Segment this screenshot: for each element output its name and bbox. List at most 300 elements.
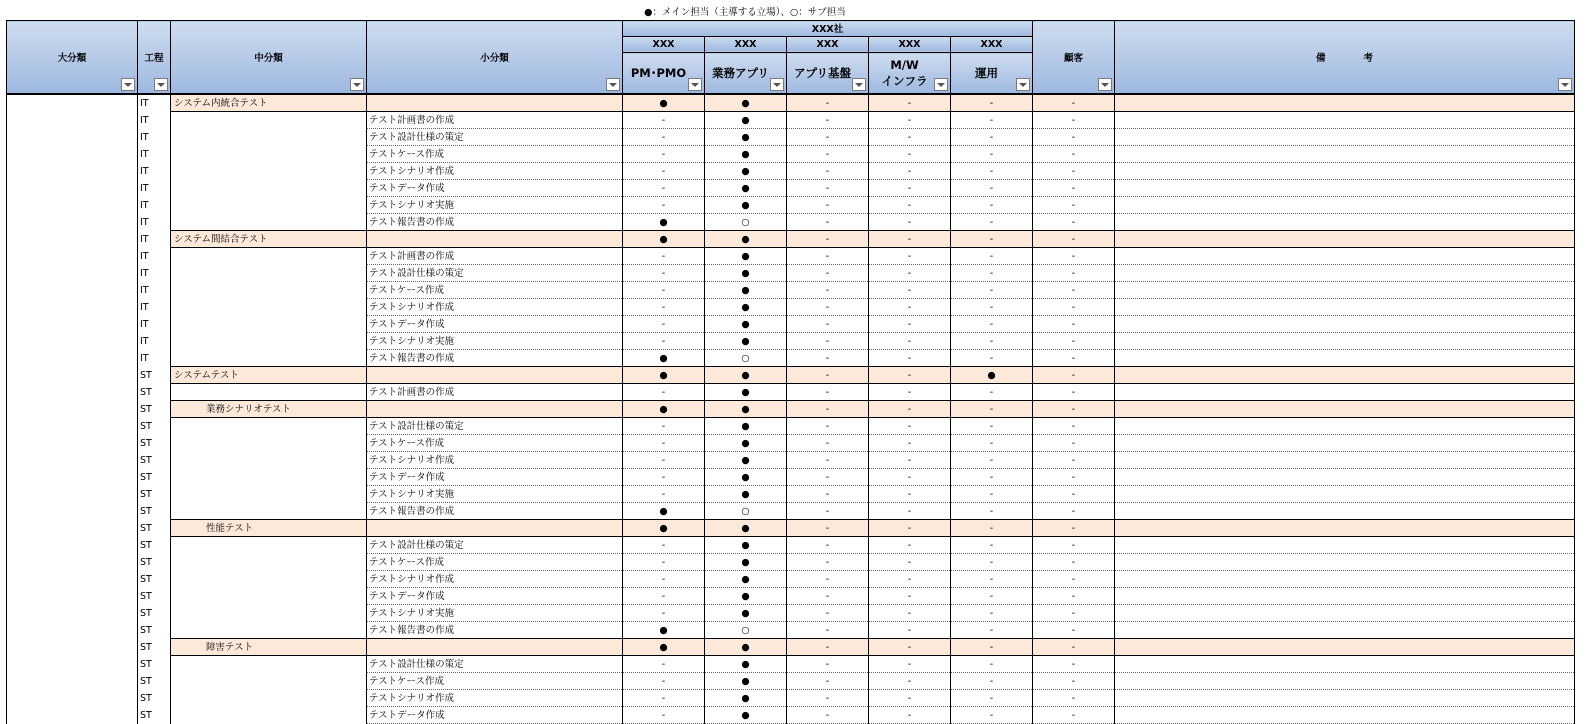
assignment-cell[interactable]: - <box>951 163 1033 180</box>
mid-category-cell[interactable] <box>171 673 367 690</box>
assignment-cell[interactable]: ● <box>705 384 787 401</box>
big-category-cell[interactable] <box>7 367 138 384</box>
big-category-cell[interactable] <box>7 282 138 299</box>
assignment-cell[interactable]: - <box>623 197 705 214</box>
assignment-cell[interactable]: - <box>869 180 951 197</box>
small-category-cell[interactable]: テストデータ作成 <box>367 180 623 197</box>
note-cell[interactable] <box>1115 350 1575 367</box>
customer-cell[interactable]: - <box>1033 690 1115 707</box>
phase-cell[interactable]: ST <box>138 588 171 605</box>
customer-cell[interactable]: - <box>1033 333 1115 350</box>
mid-category-cell[interactable]: 性能テスト <box>171 520 367 537</box>
mid-category-cell[interactable] <box>171 282 367 299</box>
assignment-cell[interactable]: - <box>869 316 951 333</box>
assignment-cell[interactable]: - <box>951 384 1033 401</box>
mid-category-cell[interactable] <box>171 537 367 554</box>
assignment-cell[interactable]: - <box>623 112 705 129</box>
assignment-cell[interactable]: - <box>869 112 951 129</box>
filter-dropdown-button[interactable] <box>121 78 135 91</box>
customer-cell[interactable]: - <box>1033 571 1115 588</box>
assignment-cell[interactable]: - <box>869 333 951 350</box>
assignment-cell[interactable]: - <box>869 214 951 231</box>
phase-cell[interactable]: IT <box>138 299 171 316</box>
assignment-cell[interactable]: - <box>623 554 705 571</box>
customer-cell[interactable]: - <box>1033 214 1115 231</box>
note-cell[interactable] <box>1115 112 1575 129</box>
customer-cell[interactable]: - <box>1033 350 1115 367</box>
small-category-cell[interactable]: テストシナリオ実施 <box>367 197 623 214</box>
assignment-cell[interactable]: ● <box>705 316 787 333</box>
mid-category-cell[interactable] <box>171 197 367 214</box>
assignment-cell[interactable]: - <box>787 673 869 690</box>
phase-cell[interactable]: IT <box>138 112 171 129</box>
assignment-cell[interactable]: - <box>951 537 1033 554</box>
mid-category-cell[interactable] <box>171 316 367 333</box>
note-cell[interactable] <box>1115 94 1575 112</box>
mid-category-cell[interactable]: システムテスト <box>171 367 367 384</box>
assignment-cell[interactable]: - <box>787 418 869 435</box>
assignment-cell[interactable]: ● <box>705 520 787 537</box>
small-category-cell[interactable]: テストデータ作成 <box>367 316 623 333</box>
assignment-cell[interactable]: - <box>869 248 951 265</box>
assignment-cell[interactable]: - <box>869 673 951 690</box>
assignment-cell[interactable]: ● <box>705 435 787 452</box>
assignment-cell[interactable]: ● <box>623 231 705 248</box>
mid-category-cell[interactable]: システム内統合テスト <box>171 94 367 112</box>
assignment-cell[interactable]: - <box>623 163 705 180</box>
assignment-cell[interactable]: - <box>623 435 705 452</box>
big-category-cell[interactable] <box>7 537 138 554</box>
assignment-cell[interactable]: - <box>869 520 951 537</box>
customer-cell[interactable]: - <box>1033 486 1115 503</box>
assignment-cell[interactable]: - <box>951 520 1033 537</box>
small-category-cell[interactable]: テストシナリオ作成 <box>367 690 623 707</box>
big-category-cell[interactable] <box>7 418 138 435</box>
assignment-cell[interactable]: - <box>869 129 951 146</box>
filter-dropdown-button[interactable] <box>1016 78 1030 91</box>
note-cell[interactable] <box>1115 401 1575 418</box>
customer-cell[interactable]: - <box>1033 146 1115 163</box>
assignment-cell[interactable]: - <box>623 265 705 282</box>
note-cell[interactable] <box>1115 197 1575 214</box>
customer-cell[interactable]: - <box>1033 452 1115 469</box>
mid-category-cell[interactable] <box>171 333 367 350</box>
assignment-cell[interactable]: - <box>787 435 869 452</box>
note-cell[interactable] <box>1115 146 1575 163</box>
phase-cell[interactable]: IT <box>138 248 171 265</box>
note-cell[interactable] <box>1115 639 1575 656</box>
assignment-cell[interactable]: ● <box>951 367 1033 384</box>
assignment-cell[interactable]: - <box>787 282 869 299</box>
assignment-cell[interactable]: - <box>869 435 951 452</box>
assignment-cell[interactable]: - <box>869 605 951 622</box>
assignment-cell[interactable]: - <box>623 588 705 605</box>
assignment-cell[interactable]: - <box>951 248 1033 265</box>
assignment-cell[interactable]: - <box>951 112 1033 129</box>
small-category-cell[interactable]: テストデータ作成 <box>367 469 623 486</box>
small-category-cell[interactable]: テストシナリオ実施 <box>367 605 623 622</box>
assignment-cell[interactable]: ● <box>705 588 787 605</box>
phase-cell[interactable]: ST <box>138 384 171 401</box>
mid-category-cell[interactable] <box>171 163 367 180</box>
small-category-cell[interactable]: テストケース作成 <box>367 554 623 571</box>
customer-cell[interactable]: - <box>1033 316 1115 333</box>
assignment-cell[interactable]: - <box>623 248 705 265</box>
assignment-cell[interactable]: ● <box>623 367 705 384</box>
note-cell[interactable] <box>1115 418 1575 435</box>
assignment-cell[interactable]: - <box>951 673 1033 690</box>
assignment-cell[interactable]: - <box>869 146 951 163</box>
assignment-cell[interactable]: - <box>951 554 1033 571</box>
assignment-cell[interactable]: - <box>623 571 705 588</box>
note-cell[interactable] <box>1115 673 1575 690</box>
assignment-cell[interactable]: - <box>787 571 869 588</box>
phase-cell[interactable]: IT <box>138 282 171 299</box>
customer-cell[interactable]: - <box>1033 401 1115 418</box>
assignment-cell[interactable]: - <box>951 656 1033 673</box>
small-category-cell[interactable]: テスト計画書の作成 <box>367 112 623 129</box>
assignment-cell[interactable]: - <box>951 350 1033 367</box>
assignment-cell[interactable]: ○ <box>705 622 787 639</box>
note-cell[interactable] <box>1115 435 1575 452</box>
assignment-cell[interactable]: - <box>951 231 1033 248</box>
customer-cell[interactable]: - <box>1033 656 1115 673</box>
big-category-cell[interactable] <box>7 163 138 180</box>
assignment-cell[interactable]: - <box>869 350 951 367</box>
assignment-cell[interactable]: - <box>869 418 951 435</box>
phase-cell[interactable]: IT <box>138 316 171 333</box>
phase-cell[interactable]: ST <box>138 690 171 707</box>
assignment-cell[interactable]: - <box>787 486 869 503</box>
assignment-cell[interactable]: - <box>951 418 1033 435</box>
mid-category-cell[interactable] <box>171 112 367 129</box>
customer-cell[interactable]: - <box>1033 231 1115 248</box>
assignment-cell[interactable]: ● <box>705 163 787 180</box>
note-cell[interactable] <box>1115 622 1575 639</box>
assignment-cell[interactable]: - <box>787 622 869 639</box>
assignment-cell[interactable]: ● <box>705 112 787 129</box>
filter-dropdown-button[interactable] <box>606 78 620 91</box>
assignment-cell[interactable]: - <box>623 180 705 197</box>
note-cell[interactable] <box>1115 690 1575 707</box>
filter-dropdown-button[interactable] <box>934 78 948 91</box>
customer-cell[interactable]: - <box>1033 282 1115 299</box>
small-category-cell[interactable]: テスト計画書の作成 <box>367 248 623 265</box>
filter-dropdown-button[interactable] <box>688 78 702 91</box>
customer-cell[interactable]: - <box>1033 673 1115 690</box>
assignment-cell[interactable]: - <box>869 231 951 248</box>
small-category-cell[interactable] <box>367 401 623 418</box>
assignment-cell[interactable]: - <box>869 503 951 520</box>
assignment-cell[interactable]: - <box>787 520 869 537</box>
note-cell[interactable] <box>1115 554 1575 571</box>
big-category-cell[interactable] <box>7 435 138 452</box>
assignment-cell[interactable]: - <box>869 197 951 214</box>
assignment-cell[interactable]: - <box>787 299 869 316</box>
big-category-cell[interactable] <box>7 605 138 622</box>
phase-cell[interactable]: ST <box>138 452 171 469</box>
assignment-cell[interactable]: - <box>787 112 869 129</box>
assignment-cell[interactable]: ● <box>705 707 787 724</box>
assignment-cell[interactable]: - <box>951 129 1033 146</box>
big-category-cell[interactable] <box>7 503 138 520</box>
mid-category-cell[interactable] <box>171 350 367 367</box>
big-category-cell[interactable] <box>7 146 138 163</box>
assignment-cell[interactable]: - <box>869 299 951 316</box>
phase-cell[interactable]: IT <box>138 129 171 146</box>
customer-cell[interactable]: - <box>1033 384 1115 401</box>
assignment-cell[interactable]: - <box>623 129 705 146</box>
mid-category-cell[interactable] <box>171 486 367 503</box>
small-category-cell[interactable]: テストケース作成 <box>367 146 623 163</box>
assignment-cell[interactable]: - <box>869 265 951 282</box>
assignment-cell[interactable]: - <box>951 299 1033 316</box>
mid-category-cell[interactable] <box>171 452 367 469</box>
assignment-cell[interactable]: - <box>951 639 1033 656</box>
big-category-cell[interactable] <box>7 180 138 197</box>
assignment-cell[interactable]: - <box>787 605 869 622</box>
small-category-cell[interactable] <box>367 94 623 112</box>
assignment-cell[interactable]: ● <box>705 248 787 265</box>
assignment-cell[interactable]: - <box>787 656 869 673</box>
assignment-cell[interactable]: ● <box>705 94 787 112</box>
small-category-cell[interactable]: テストケース作成 <box>367 435 623 452</box>
note-cell[interactable] <box>1115 605 1575 622</box>
phase-cell[interactable]: ST <box>138 469 171 486</box>
assignment-cell[interactable]: - <box>869 690 951 707</box>
assignment-cell[interactable]: - <box>951 503 1033 520</box>
assignment-cell[interactable]: ● <box>705 282 787 299</box>
small-category-cell[interactable]: テスト設計仕様の策定 <box>367 265 623 282</box>
assignment-cell[interactable]: - <box>951 333 1033 350</box>
customer-cell[interactable]: - <box>1033 163 1115 180</box>
customer-cell[interactable]: - <box>1033 520 1115 537</box>
phase-cell[interactable]: ST <box>138 571 171 588</box>
assignment-cell[interactable]: - <box>623 656 705 673</box>
assignment-cell[interactable]: - <box>623 707 705 724</box>
assignment-cell[interactable]: - <box>869 94 951 112</box>
phase-cell[interactable]: IT <box>138 350 171 367</box>
big-category-cell[interactable] <box>7 384 138 401</box>
mid-category-cell[interactable] <box>171 571 367 588</box>
small-category-cell[interactable]: テスト設計仕様の策定 <box>367 537 623 554</box>
big-category-cell[interactable] <box>7 129 138 146</box>
customer-cell[interactable]: - <box>1033 435 1115 452</box>
phase-cell[interactable]: ST <box>138 435 171 452</box>
phase-cell[interactable]: ST <box>138 486 171 503</box>
note-cell[interactable] <box>1115 265 1575 282</box>
assignment-cell[interactable]: - <box>787 231 869 248</box>
big-category-cell[interactable] <box>7 571 138 588</box>
note-cell[interactable] <box>1115 248 1575 265</box>
assignment-cell[interactable]: ● <box>705 673 787 690</box>
note-cell[interactable] <box>1115 282 1575 299</box>
assignment-cell[interactable]: ● <box>705 605 787 622</box>
mid-category-cell[interactable]: 業務シナリオテスト <box>171 401 367 418</box>
assignment-cell[interactable]: - <box>787 180 869 197</box>
assignment-cell[interactable]: - <box>869 571 951 588</box>
filter-dropdown-button[interactable] <box>852 78 866 91</box>
assignment-cell[interactable]: - <box>951 469 1033 486</box>
note-cell[interactable] <box>1115 180 1575 197</box>
note-cell[interactable] <box>1115 469 1575 486</box>
note-cell[interactable] <box>1115 656 1575 673</box>
note-cell[interactable] <box>1115 571 1575 588</box>
assignment-cell[interactable]: - <box>951 401 1033 418</box>
big-category-cell[interactable] <box>7 452 138 469</box>
assignment-cell[interactable]: - <box>623 605 705 622</box>
note-cell[interactable] <box>1115 163 1575 180</box>
big-category-cell[interactable] <box>7 350 138 367</box>
small-category-cell[interactable]: テストデータ作成 <box>367 588 623 605</box>
assignment-cell[interactable]: ○ <box>705 503 787 520</box>
assignment-cell[interactable]: - <box>623 316 705 333</box>
assignment-cell[interactable]: - <box>787 588 869 605</box>
assignment-cell[interactable]: ● <box>705 571 787 588</box>
assignment-cell[interactable]: - <box>951 197 1033 214</box>
filter-dropdown-button[interactable] <box>770 78 784 91</box>
assignment-cell[interactable]: - <box>623 146 705 163</box>
mid-category-cell[interactable] <box>171 129 367 146</box>
assignment-cell[interactable]: - <box>869 554 951 571</box>
assignment-cell[interactable]: - <box>623 299 705 316</box>
assignment-cell[interactable]: ● <box>623 622 705 639</box>
assignment-cell[interactable]: - <box>787 94 869 112</box>
phase-cell[interactable]: IT <box>138 197 171 214</box>
phase-cell[interactable]: ST <box>138 622 171 639</box>
assignment-cell[interactable]: - <box>951 316 1033 333</box>
note-cell[interactable] <box>1115 537 1575 554</box>
assignment-cell[interactable]: ● <box>623 401 705 418</box>
customer-cell[interactable]: - <box>1033 639 1115 656</box>
assignment-cell[interactable]: - <box>623 469 705 486</box>
assignment-cell[interactable]: ● <box>623 350 705 367</box>
assignment-cell[interactable]: - <box>869 486 951 503</box>
small-category-cell[interactable]: テスト計画書の作成 <box>367 384 623 401</box>
assignment-cell[interactable]: - <box>787 639 869 656</box>
assignment-cell[interactable]: ● <box>705 418 787 435</box>
assignment-cell[interactable]: - <box>787 316 869 333</box>
assignment-cell[interactable]: - <box>951 707 1033 724</box>
mid-category-cell[interactable] <box>171 265 367 282</box>
assignment-cell[interactable]: - <box>623 673 705 690</box>
big-category-cell[interactable] <box>7 707 138 724</box>
assignment-cell[interactable]: - <box>787 248 869 265</box>
assignment-cell[interactable]: ● <box>705 333 787 350</box>
big-category-cell[interactable] <box>7 554 138 571</box>
assignment-cell[interactable]: - <box>787 350 869 367</box>
assignment-cell[interactable]: ● <box>705 299 787 316</box>
customer-cell[interactable]: - <box>1033 299 1115 316</box>
customer-cell[interactable]: - <box>1033 707 1115 724</box>
mid-category-cell[interactable] <box>171 435 367 452</box>
big-category-cell[interactable] <box>7 333 138 350</box>
mid-category-cell[interactable] <box>171 554 367 571</box>
customer-cell[interactable]: - <box>1033 622 1115 639</box>
assignment-cell[interactable]: - <box>951 94 1033 112</box>
phase-cell[interactable]: IT <box>138 333 171 350</box>
assignment-cell[interactable]: - <box>869 707 951 724</box>
phase-cell[interactable]: ST <box>138 418 171 435</box>
assignment-cell[interactable]: - <box>623 282 705 299</box>
note-cell[interactable] <box>1115 486 1575 503</box>
assignment-cell[interactable]: ● <box>623 503 705 520</box>
big-category-cell[interactable] <box>7 588 138 605</box>
big-category-cell[interactable] <box>7 299 138 316</box>
mid-category-cell[interactable] <box>171 180 367 197</box>
small-category-cell[interactable]: テストシナリオ実施 <box>367 486 623 503</box>
big-category-cell[interactable] <box>7 316 138 333</box>
phase-cell[interactable]: ST <box>138 401 171 418</box>
assignment-cell[interactable]: ● <box>623 94 705 112</box>
big-category-cell[interactable] <box>7 214 138 231</box>
small-category-cell[interactable]: テストシナリオ作成 <box>367 571 623 588</box>
note-cell[interactable] <box>1115 384 1575 401</box>
note-cell[interactable] <box>1115 520 1575 537</box>
big-category-cell[interactable] <box>7 639 138 656</box>
mid-category-cell[interactable] <box>171 605 367 622</box>
big-category-cell[interactable] <box>7 265 138 282</box>
phase-cell[interactable]: ST <box>138 554 171 571</box>
assignment-cell[interactable]: - <box>951 265 1033 282</box>
assignment-cell[interactable]: - <box>951 486 1033 503</box>
note-cell[interactable] <box>1115 452 1575 469</box>
assignment-cell[interactable]: - <box>951 690 1033 707</box>
assignment-cell[interactable]: - <box>787 554 869 571</box>
note-cell[interactable] <box>1115 299 1575 316</box>
assignment-cell[interactable]: ● <box>705 656 787 673</box>
assignment-cell[interactable]: - <box>787 690 869 707</box>
small-category-cell[interactable]: テストデータ作成 <box>367 707 623 724</box>
assignment-cell[interactable]: ● <box>705 469 787 486</box>
phase-cell[interactable]: IT <box>138 94 171 112</box>
assignment-cell[interactable]: - <box>951 452 1033 469</box>
mid-category-cell[interactable] <box>171 469 367 486</box>
small-category-cell[interactable]: テスト報告書の作成 <box>367 214 623 231</box>
phase-cell[interactable]: ST <box>138 656 171 673</box>
customer-cell[interactable]: - <box>1033 197 1115 214</box>
customer-cell[interactable]: - <box>1033 503 1115 520</box>
assignment-cell[interactable]: - <box>869 537 951 554</box>
phase-cell[interactable]: ST <box>138 503 171 520</box>
small-category-cell[interactable]: テストケース作成 <box>367 673 623 690</box>
assignment-cell[interactable]: - <box>951 605 1033 622</box>
assignment-cell[interactable]: - <box>623 690 705 707</box>
note-cell[interactable] <box>1115 214 1575 231</box>
customer-cell[interactable]: - <box>1033 537 1115 554</box>
small-category-cell[interactable]: テスト設計仕様の策定 <box>367 656 623 673</box>
customer-cell[interactable]: - <box>1033 112 1115 129</box>
assignment-cell[interactable]: - <box>869 622 951 639</box>
customer-cell[interactable]: - <box>1033 605 1115 622</box>
filter-dropdown-button[interactable] <box>1558 78 1572 91</box>
phase-cell[interactable]: ST <box>138 605 171 622</box>
mid-category-cell[interactable] <box>171 690 367 707</box>
assignment-cell[interactable]: ● <box>705 639 787 656</box>
assignment-cell[interactable]: - <box>623 486 705 503</box>
big-category-cell[interactable] <box>7 401 138 418</box>
big-category-cell[interactable] <box>7 94 138 112</box>
mid-category-cell[interactable]: システム間結合テスト <box>171 231 367 248</box>
assignment-cell[interactable]: - <box>869 384 951 401</box>
small-category-cell[interactable] <box>367 639 623 656</box>
assignment-cell[interactable]: ● <box>705 129 787 146</box>
assignment-cell[interactable]: ● <box>705 197 787 214</box>
small-category-cell[interactable]: テストシナリオ作成 <box>367 163 623 180</box>
assignment-cell[interactable]: - <box>787 197 869 214</box>
small-category-cell[interactable]: テスト設計仕様の策定 <box>367 129 623 146</box>
big-category-cell[interactable] <box>7 112 138 129</box>
